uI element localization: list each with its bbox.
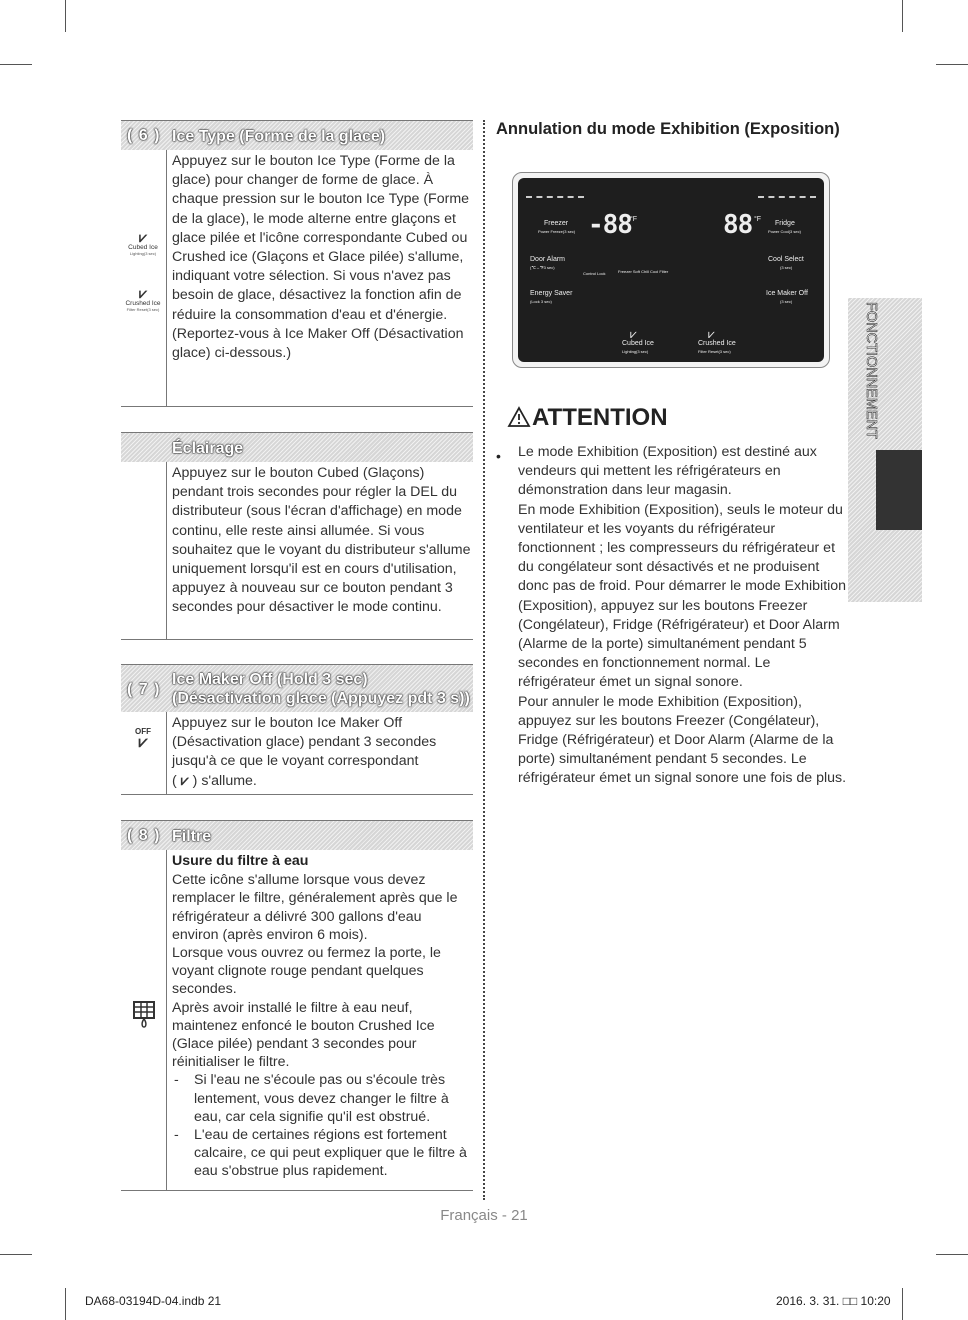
filter-icon — [129, 1000, 159, 1033]
ice-maker-off-icon: OFF ⩗ — [135, 727, 151, 751]
date-slug: 2016. 3. 31. □□ 10:20 — [776, 1294, 891, 1308]
section-number: ( 6 ) — [127, 127, 161, 144]
attention-text: Le mode Exhibition (Exposition) est destiné aux vendeurs qui mettent les réfrigérateurs en démonstration dans leur magasin. En mode Exhibition (Exposition), seuls le moteur du ventilateur et les voyants du réfrigérateur fonctionnent ; les compresseurs du réfrigérateur et du congélateur sont désactivés et ne produisent donc pas de froid. Pour démarrer le mode Exhibition (Exposition), appuyez sur les boutons Freezer (Congélateur), Fridge (Réfrigérateur) et Door Alarm (Alarme de la porte) simultanément pendant 5 secondes en fonctionnement normal. Le réfrigérateur émet un signal sonore. Pour annuler le mode Exhibition (Exposition), appuyez sur les boutons Freezer (Congélateur), Fridge (Réfrigérateur) et Door Alarm (Alarme de la porte) simultanément pendant 5 secondes. Le réfrigérateur émet un signal sonore une fois de plus. — [518, 444, 847, 787]
crushed-ice-icon: ⩗ Crushed Ice Filter Reset(3 sec) — [125, 285, 161, 312]
section-body — [121, 712, 473, 795]
section-header — [121, 664, 473, 712]
energy-saver-label: Energy Saver — [530, 290, 573, 297]
crop-mark — [902, 1288, 903, 1320]
cubed-ice-panel-icon: ⩗ — [630, 327, 637, 341]
panel-icons-row: Freezer Soft Chill Cool Filter — [618, 269, 669, 274]
crushed-ice-label: Crushed Ice — [698, 340, 736, 347]
crushed-ice-sub: Filter Reset(3 sec) — [698, 349, 731, 354]
door-alarm-label: Door Alarm — [530, 256, 566, 263]
side-tab-label — [851, 300, 879, 450]
crop-mark — [902, 0, 903, 32]
energy-saver-sub: (Lock 3 sec) — [530, 299, 552, 304]
crop-mark — [936, 64, 968, 65]
section-title-fr: (Désactivation glace (Appuyez pdt 3 s)) — [172, 690, 470, 707]
fridge-sub: Power Cool(3 sec) — [768, 229, 801, 234]
cubed-ice-icon: ⩗ Cubed Ice Lighting(3 sec) — [128, 229, 158, 256]
section-body — [121, 150, 473, 407]
warning-icon — [508, 406, 530, 428]
list-item: - Si l'eau ne s'écoule pas ou s'écoule très lentement, vous devez changer le filtre à eau, car cela signifie qu'il est obstrué. — [174, 1072, 449, 1125]
door-alarm-sub: (℃↔℉3 sec) — [530, 265, 555, 270]
section-header — [121, 432, 473, 462]
section-body — [121, 462, 473, 640]
attention-heading: ATTENTION — [532, 404, 668, 431]
cubed-ice-label: Cubed Ice — [622, 340, 654, 347]
crop-mark — [65, 1288, 66, 1320]
column-divider — [483, 120, 485, 1200]
crop-mark — [936, 1254, 968, 1255]
section-header — [121, 820, 473, 850]
section-text: Usure du filtre à eau Cette icône s'allume lorsque vous devez remplacer le filtre, généralement après que le réfrigérateur a délivré 300 gallons d'eau environ (après environ 6 mois). Lorsque vous ouvrez ou fermez la porte, le voyant clignote rouge pendant quelques secondes. Après avoir installé le filtre à eau neuf, maintenez enfoncé le bouton Crushed Ice (Glace pilée) pendant 3 secondes pour réinitialiser le filtre. - Si l'eau ne s'écoule pas ou s'écoule très lentement, vous devez changer le filtre à eau, car cela signifie qu'il est obstrué. - L'eau de certaines régions est fortement calcaire, ce qui peut expliquer que le filtre à eau s'obstrue plus rapidement. — [172, 852, 472, 1181]
freezer-temp: -88 — [588, 210, 632, 240]
crop-mark — [0, 1254, 32, 1255]
freezer-sub: Power Freeze(3 sec) — [538, 229, 576, 234]
side-tab-marker — [876, 450, 922, 530]
fridge-temp: 88 — [723, 210, 753, 240]
ice-maker-off-inline-icon: ⩗ — [180, 772, 189, 789]
section-filter — [121, 820, 473, 1191]
section-ice-type — [121, 120, 473, 407]
fridge-deg: °F — [754, 216, 762, 223]
ice-maker-off-label: Ice Maker Off — [766, 290, 808, 297]
ice-maker-off-sub: (3 sec) — [780, 299, 793, 304]
cool-select-label: Cool Select — [768, 256, 804, 263]
section-number: ( 8 ) — [127, 827, 161, 844]
section-title: Ice Type (Forme de la glace) — [172, 128, 386, 145]
section-header — [121, 120, 473, 150]
side-tab-text: FONCTIONNEMENT — [863, 302, 879, 439]
section-text: Appuyez sur le bouton Ice Type (Forme de la glace) pour changer de forme de glace. À chaque pression sur le bouton Ice Type (Forme de la glace), le mode alterne entre glaçons et glace pilée et l'icône correspondante Cubed ou Crushed ice (Glaçons et Glace pilée) s'allume, indiquant votre sélection. Si vous n'avez pas besoin de glace, désactivez la fonction afin de réduire la consommation d'eau et d'énergie. (Reportez-vous à Ice Maker Off (Désactivation glace) ci-dessous.) — [172, 153, 470, 362]
section-text: Appuyez sur le bouton Ice Maker Off (Désactivation glace) pendant 3 secondes jusqu'à ce que le voyant correspondant ( ⩗ ) s'allume. — [172, 715, 437, 789]
crop-mark — [0, 64, 32, 65]
control-panel-image — [512, 172, 830, 368]
panel-dots-top-right — [758, 196, 816, 202]
lock-label: Control Lock — [583, 271, 606, 276]
section-title: Éclairage — [172, 440, 244, 457]
file-slug: DA68-03194D-04.indb 21 — [85, 1294, 222, 1308]
section-title: Ice Maker Off (Hold 3 sec) — [172, 671, 368, 688]
bullet: • — [496, 448, 501, 464]
freezer-label: Freezer — [544, 220, 569, 227]
filter-subtitle: Usure du filtre à eau — [172, 853, 309, 869]
crop-mark — [65, 0, 66, 32]
cool-select-sub: (3 sec) — [780, 265, 793, 270]
cubed-ice-sub: Lighting(3 sec) — [622, 349, 649, 354]
section-ice-maker-off — [121, 664, 473, 795]
panel-dots-top — [526, 196, 584, 202]
section-lighting — [121, 432, 473, 640]
section-title: Filtre — [172, 828, 212, 845]
page-number: Français - 21 — [440, 1207, 528, 1224]
section-number: ( 7 ) — [127, 681, 161, 698]
section-body — [121, 850, 473, 1191]
freezer-deg: °F — [630, 216, 638, 223]
right-heading: Annulation du mode Exhibition (Exposition) — [496, 120, 840, 138]
fridge-label: Fridge — [775, 220, 795, 227]
section-text: Appuyez sur le bouton Cubed (Glaçons) pendant trois secondes pour régler la DEL du distributeur (sous l'écran d'affichage) en mode continu, elle reste ainsi allumée. Si vous souhaitez que le voyant du distributeur s'allume uniquement lorsqu'il est en cours d'utilisation, appuyez à nouveau sur ce bouton pendant 3 secondes pour désactiver le mode continu. — [172, 465, 471, 616]
crushed-ice-panel-icon: ⩗ — [708, 327, 715, 341]
list-item: - L'eau de certaines régions est fortement calcaire, ce qui peut expliquer que le filtre à eau s'obstrue plus rapidement. — [174, 1127, 467, 1180]
